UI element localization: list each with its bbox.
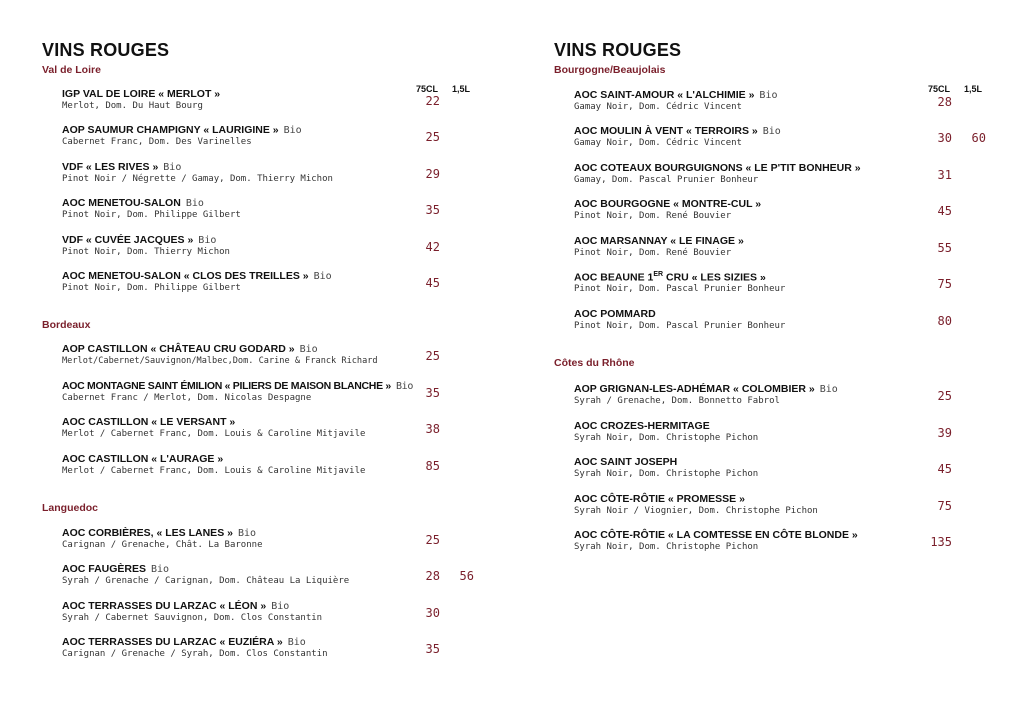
bio-label: Bio [759, 90, 778, 101]
wine-description: Syrah / Cabernet Sauvignon, Dom. Clos Constantin [62, 613, 323, 623]
price-75cl: 85 [425, 459, 440, 473]
bio-label: Bio [299, 344, 318, 355]
wine-entry [574, 456, 994, 486]
header-75cl: 75CL [416, 84, 439, 94]
section-title-bourgogne-beaujolais: Bourgogne/Beaujolais [554, 64, 666, 76]
wine-entry [574, 235, 994, 265]
price-75cl: 39 [937, 426, 952, 440]
wine-entry [62, 416, 482, 446]
wine-entry [574, 529, 994, 559]
wine-entry [62, 161, 482, 191]
wine-entry [62, 636, 482, 666]
section-title-bordeaux: Bordeaux [42, 319, 91, 331]
wine-description: Pinot Noir, Dom. René Bouvier [574, 211, 732, 221]
bio-label: Bio [163, 162, 182, 173]
wine-entry [574, 308, 994, 338]
wine-name: AOC COTEAUX BOURGUIGNONS « LE P'TIT BONHEUR » [574, 162, 861, 174]
wine-description: Pinot Noir, Dom. Pascal Prunier Bonheur [574, 321, 786, 331]
bio-label: Bio [313, 271, 332, 282]
wine-description: Gamay Noir, Dom. Cédric Vincent [574, 138, 742, 148]
wine-description: Carignan / Grenache, Chât. La Baronne [62, 540, 263, 550]
wine-name: AOC SAINT JOSEPH [574, 456, 678, 468]
bio-label: Bio [287, 637, 306, 648]
wine-entry [62, 563, 482, 593]
wine-name: AOC MARSANNAY « LE FINAGE » [574, 235, 744, 247]
header-1-5l: 1,5L [964, 84, 983, 94]
wine-entry [62, 343, 482, 373]
page-title: VINS ROUGES [554, 40, 682, 60]
wine-description: Cabernet Franc / Merlot, Dom. Nicolas Despagne [62, 393, 312, 403]
wine-description: Pinot Noir / Négrette / Gamay, Dom. Thierry Michon [62, 174, 333, 184]
section-title-val-de-loire: Val de Loire [42, 64, 101, 76]
wine-entry [574, 162, 994, 192]
price-75cl: 25 [425, 349, 440, 363]
wine-description: Carignan / Grenache / Syrah, Dom. Clos Constantin [62, 649, 328, 659]
price-75cl: 25 [425, 130, 440, 144]
superscript: ER [653, 271, 664, 278]
wine-name: IGP VAL DE LOIRE « MERLOT » [62, 88, 221, 100]
price-1-5l: 60 [971, 131, 986, 145]
wine-name: AOC CASTILLON « LE VERSANT » [62, 416, 236, 428]
wine-name: VDF « CUVÉE JACQUES » Bio [62, 234, 217, 246]
price-75cl: 35 [425, 203, 440, 217]
wine-name: AOC CORBIÈRES, « LES LANES » Bio [62, 527, 257, 539]
bio-label: Bio [237, 528, 257, 539]
wine-description: Gamay, Dom. Pascal Prunier Bonheur [574, 175, 759, 185]
wine-description: Cabernet Franc, Dom. Des Varinelles [62, 137, 252, 147]
wine-entry [574, 125, 994, 155]
wine-entry [574, 383, 994, 413]
wine-name: AOP CASTILLON « CHÂTEAU CRU GODARD » Bio [62, 343, 318, 355]
wine-name: AOC MOULIN À VENT « TERROIRS » Bio [574, 125, 781, 137]
price-75cl: 45 [937, 204, 952, 218]
wine-name: AOC MENETOU-SALON Bio [62, 197, 204, 209]
wine-entry [574, 493, 994, 523]
bio-label: Bio [151, 564, 170, 575]
wine-name: AOC CÔTE-RÔTIE « PROMESSE » [574, 493, 745, 505]
wine-entry [62, 380, 482, 410]
wine-description: Pinot Noir, Dom. Philippe Gilbert [62, 210, 241, 220]
wine-description: Syrah Noir, Dom. Christophe Pichon [574, 433, 759, 443]
bio-label: Bio [762, 126, 781, 137]
wine-entry [62, 197, 482, 227]
price-75cl: 30 [425, 606, 440, 620]
price-75cl: 31 [937, 168, 952, 182]
wine-description: Pinot Noir, Dom. Philippe Gilbert [62, 283, 241, 293]
price-75cl: 75 [937, 277, 952, 291]
page-title: VINS ROUGES [42, 40, 170, 60]
wine-name: AOC BOURGOGNE « MONTRE-CUL » [574, 198, 762, 210]
section-title-languedoc: Languedoc [42, 502, 99, 514]
price-75cl: 25 [937, 389, 952, 403]
wine-entry [62, 124, 482, 154]
price-1-5l: 56 [459, 569, 474, 583]
wine-entry [574, 89, 994, 119]
price-75cl: 45 [937, 462, 952, 476]
bio-label: Bio [283, 125, 302, 136]
wine-description: Pinot Noir, Dom. Thierry Michon [62, 247, 230, 257]
wine-name: AOC TERRASSES DU LARZAC « EUZIÉRA » Bio [62, 636, 306, 648]
bio-label: Bio [198, 235, 217, 246]
wine-entry [62, 527, 482, 557]
price-75cl: 42 [425, 240, 440, 254]
price-75cl: 45 [425, 276, 440, 290]
wine-entry [62, 270, 482, 300]
price-75cl: 22 [425, 94, 440, 108]
wine-name: AOC CASTILLON « L'AURAGE » [62, 453, 224, 465]
wine-description: Syrah Noir, Dom. Christophe Pichon [574, 469, 759, 479]
wine-entry [574, 198, 994, 228]
header-1-5l: 1,5L [452, 84, 471, 94]
wine-description: Pinot Noir, Dom. Pascal Prunier Bonheur [574, 284, 786, 294]
price-75cl: 25 [425, 533, 440, 547]
wine-name: AOC MONTAGNE SAINT ÉMILION « PILIERS DE MAISON BLANCHE » Bio [62, 380, 414, 392]
wine-entry [62, 88, 482, 118]
price-75cl: 30 [937, 131, 952, 145]
wine-entry [62, 234, 482, 264]
price-75cl: 35 [425, 386, 440, 400]
header-75cl: 75CL [928, 84, 951, 94]
wine-entry [574, 271, 994, 301]
section-title-cotes-du-rhone: Côtes du Rhône [554, 357, 635, 369]
wine-description: Syrah Noir, Dom. Christophe Pichon [574, 542, 759, 552]
price-75cl: 38 [425, 422, 440, 436]
wine-name: AOC FAUGÈRES Bio [62, 563, 170, 575]
wine-name: AOC TERRASSES DU LARZAC « LÉON » Bio [62, 600, 290, 612]
price-75cl: 35 [425, 642, 440, 656]
price-75cl: 75 [937, 499, 952, 513]
wine-name: AOC CROZES-HERMITAGE [574, 420, 710, 432]
wine-name: AOP GRIGNAN-LES-ADHÉMAR « COLOMBIER » Bio [574, 383, 838, 395]
bio-label: Bio [271, 601, 290, 612]
price-75cl: 28 [937, 95, 952, 109]
wine-description: Merlot, Dom. Du Haut Bourg [62, 101, 203, 111]
wine-description: Gamay Noir, Dom. Cédric Vincent [574, 102, 742, 112]
wine-name: VDF « LES RIVES » Bio [62, 161, 182, 173]
wine-name: AOC BEAUNE 1ER CRU « LES SIZIES » [574, 271, 766, 284]
wine-name: AOC CÔTE-RÔTIE « LA COMTESSE EN CÔTE BLONDE » [574, 529, 858, 541]
wine-description: Merlot/Cabernet/Sauvignon/Malbec,Dom. Carine & Franck Richard [62, 356, 378, 366]
price-75cl: 135 [930, 535, 952, 549]
bio-label: Bio [395, 381, 414, 392]
wine-name: AOC POMMARD [574, 308, 656, 320]
wine-description: Merlot / Cabernet Franc, Dom. Louis & Caroline Mitjavile [62, 429, 366, 439]
wine-name: AOC SAINT-AMOUR « L'ALCHIMIE » Bio [574, 89, 778, 101]
price-75cl: 55 [937, 241, 952, 255]
wine-description: Pinot Noir, Dom. René Bouvier [574, 248, 732, 258]
wine-description: Syrah / Grenache / Carignan, Dom. Château La Liquière [62, 576, 350, 586]
wine-name: AOC MENETOU-SALON « CLOS DES TREILLES » Bio [62, 270, 332, 282]
wine-description: Syrah Noir / Viognier, Dom. Christophe Pichon [574, 506, 818, 516]
wine-description: Syrah / Grenache, Dom. Bonnetto Fabrol [574, 396, 780, 406]
bio-label: Bio [819, 384, 838, 395]
bio-label: Bio [185, 198, 204, 209]
wine-entry [62, 453, 482, 483]
price-75cl: 29 [425, 167, 440, 181]
wine-entry [574, 420, 994, 450]
wine-name: AOP SAUMUR CHAMPIGNY « LAURIGINE » Bio [62, 124, 302, 136]
price-75cl: 80 [937, 314, 952, 328]
wine-description: Merlot / Cabernet Franc, Dom. Louis & Caroline Mitjavile [62, 466, 366, 476]
wine-entry [62, 600, 482, 630]
price-75cl: 28 [425, 569, 440, 583]
